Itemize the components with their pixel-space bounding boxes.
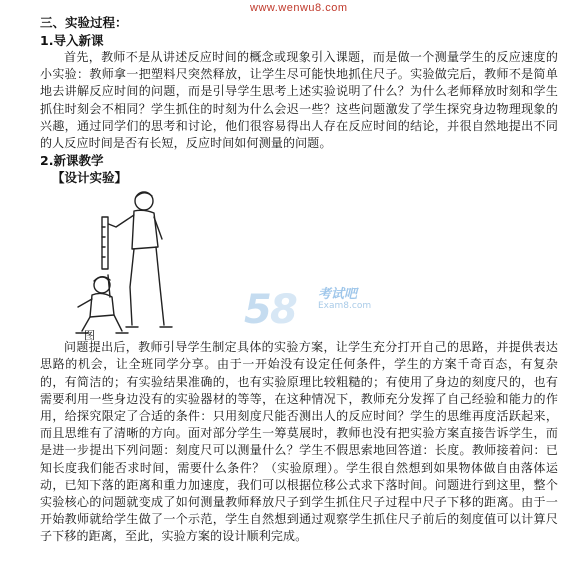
- experiment-illustration: [62, 187, 182, 337]
- section-heading: 三、实验过程：: [40, 15, 128, 30]
- site-watermark: www.wenwu8.com: [250, 2, 348, 14]
- logo-url: Exam8.com: [318, 301, 372, 312]
- site-logo: [240, 279, 400, 339]
- svg-text:8: 8: [270, 287, 298, 334]
- design-experiment-label: 【设计实验】: [52, 170, 128, 186]
- figure-area: [40, 187, 558, 343]
- document-page: [40, 14, 558, 546]
- part2-paragraph: 问题提出后，教师引导学生制定具体的实验方案，让学生充分打开自己的思路，并提供表达思路的机会，让全班同学分享。由于一开始没有设定任何条件，学生的方案千奇百态，有复杂的，有简洁的；有实验结果准确的，也有实验原理比较粗糙的；有使用了身边的刻度尺的，也有需要利用一些身边没有的实验器材的等等，在这种情况下，教师充分发挥了自己经验和能力的作用，给探究限定了合适的条件：只用刻度尺能否测出人的反应时间？学生的思维再度活跃起来，而且思维有了清晰的方向。面对部分学生一筹莫展时，教师也没有把实验方案直接告诉学生，而是进一步提出下列问题：刻度尺可以测量什么？学生不假思索地回答道：长度。教师接着问：已知长度我们能否求时间，需要什么条件？（实验原理）。学生很自然想到如果物体做自由落体运动，已知下落的距离和重力加速度，我们可以根据位移公式求下落时间。问题进行到这里，整个实验核心的问题就变成了如何测量教师释放尺子到学生抓住尺子过程中尺子下移的距离。由于一开始教师就给学生做了一个示范，学生自然想到通过观察学生抓住尺子前后的刻度值可以计算尺子下移的距离，至此，实验方案的设计顺利完成。: [40, 340, 558, 544]
- svg-text:5: 5: [244, 287, 272, 334]
- figure-label: 图: [84, 329, 95, 343]
- part1-paragraph: 首先，教师不是从讲述反应时间的概念或现象引入课题，而是做一个测量学生的反应速度的小实验：教师拿一把塑料尺突然释放，让学生尽可能快地抓住尺子。实验做完后，教师不是简单地去讲解反应时间的问题，而是引导学生思考上述实验说明了什么？为什么老师释放时刻和学生抓住时刻会不相同？学生抓住的时刻为什么会迟一些？这些问题激发了学生探究身边物理现象的兴趣，通过同学们的思考和讨论，他们很容易得出人存在反应时间的结论，并很自然地提出不同的人反应时间是否有长短，反应时间如何测量的问题。: [40, 50, 558, 151]
- part1-title: 1.导入新课: [40, 33, 104, 48]
- part2-title: 2.新课教学: [40, 153, 104, 169]
- logo-text: 考试吧: [318, 287, 358, 303]
- exam8-logo-mark-icon: [240, 279, 320, 335]
